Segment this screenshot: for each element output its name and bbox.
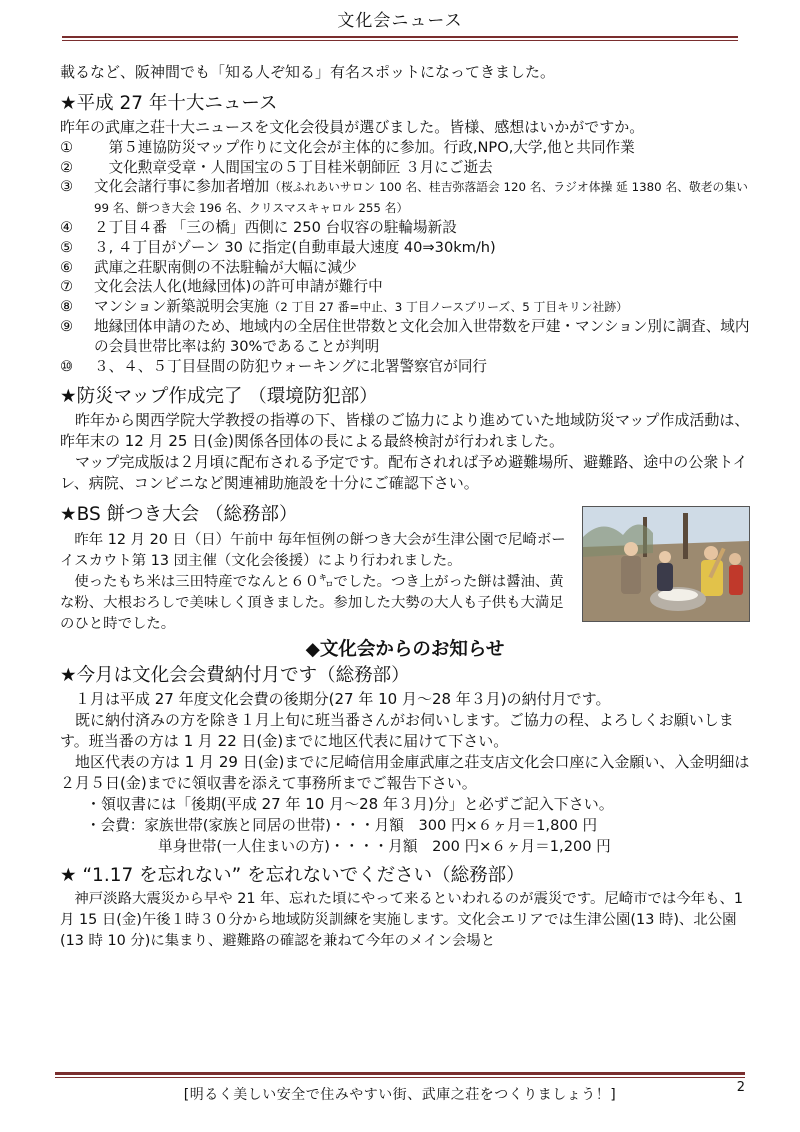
item-number: ② <box>60 158 74 176</box>
list-item <box>60 357 750 377</box>
fee-paragraph-2: 既に納付済みの方を除き１月上旬に班当番さんがお伺いします。ご協力の程、よろしくお願いします。班当番の方は 1 月 22 日(金)までに地区代表に届けて下さい。 <box>60 711 734 751</box>
item-number: ⑧ <box>60 297 74 315</box>
item-text: 文化会法人化(地縁団体)の許可申請が難行中 <box>94 278 383 296</box>
item-text: 武庫之荘駅南側の不法駐輪が大幅に減少 <box>94 258 357 276</box>
mochi-paragraph-2: 使ったもち米は三田特産でなんと６０㌔でした。つき上がった餅は醤油、黄な粉、大根おろしで美味しく頂きました。参加した大勢の大人も子供も大満足のひと時でした。 <box>60 574 564 633</box>
newsletter-title: 文化会ニュース <box>337 11 463 31</box>
item-text: 文化会諸行事に参加者増加 <box>94 178 270 196</box>
item-detail: （桜ふれあいサロン 100 名、桂吉弥落語会 120 名、ラジオ体操 延 1380 名、敬老の集い 99 名、餅つき大会 196 名、クリスマスキャロル 255 名） <box>94 180 748 215</box>
footer-rule <box>55 1072 745 1075</box>
bousai-heading: ★防災マップ作成完了 （環境防犯部） <box>60 386 378 408</box>
fee-paragraph-3: 地区代表の方は 1 月 29 日(金)までに尼崎信用金庫武庫之荘支店文化会口座に入金願い、入金明細は２月５日(金)までに領収書を添えて事務所までご報告下さい。 <box>60 753 750 793</box>
fee-family-text: ・会費：家族世帯(家族と同居の世帯)・・・月額 300 円×６ヶ月＝1,800 円 <box>86 817 598 835</box>
notice-heading: ◆文化会からのお知らせ <box>305 639 505 661</box>
jan17-paragraph: 神戸淡路大震災から早や 21 年、忘れた頃にやって来るといわれるのが震災です。尼崎市では今年も、1 月 15 日(金)午後１時３０分から地域防災訓練を実施します。文化会エリアでは生津公園(13 時)、北公園(13 時 10 分)に集まり、避難路の確認を兼ねて今年のメイン会場と <box>60 891 744 950</box>
page-header <box>62 10 738 41</box>
list-item <box>60 317 750 356</box>
page-number: 2 <box>736 1080 745 1095</box>
mochi-photo-art <box>583 507 749 621</box>
item-number: ⑩ <box>60 357 74 375</box>
mochi-heading: ★BS 餅つき大会 （総務部） <box>60 504 298 526</box>
fee-heading: ★今月は文化会会費納付月です（総務部） <box>60 665 410 687</box>
fee-family-row <box>60 815 750 836</box>
page-content <box>60 62 750 952</box>
intro-text: 載るなど、阪神間でも「知る人ぞ知る」有名スポットになってきました。 <box>60 63 556 81</box>
item-text: ３, ４丁目がゾーン 30 に指定(自動車最大速度 40⇒30km/h) <box>94 238 496 256</box>
item-text: ２丁目４番 「三の橋」西側に 250 台収容の駐輪場新設 <box>94 219 457 237</box>
mochi-paragraph-1: 昨年 12 月 20 日（日）午前中 毎年恒例の餅つき大会が生津公園で尼崎ボーイスカウト第 13 団主催（文化会後援）により行われました。 <box>60 532 566 570</box>
fee-single-row <box>60 836 750 857</box>
fee-paragraph-1: １月は平成 27 年度文化会費の後期分(27 年 10 月～28 年３月)の納付月です。 <box>75 690 611 709</box>
item-number: ① <box>60 139 74 156</box>
list-item <box>60 218 750 238</box>
top10-lead: 昨年の武庫之荘十大ニュースを文化会役員が選びました。皆様、感想はいかがですか。 <box>60 118 645 136</box>
item-number: ⑤ <box>60 238 74 256</box>
footer-rule-thin <box>55 1077 745 1078</box>
list-item <box>60 238 750 258</box>
bousai-paragraph-2: マップ完成版は２月頃に配布される予定です。配布されれば予め避難場所、避難路、途中の公衆トイレ、病院、コンビニなど関連補助施設を十分にご確認下さい。 <box>60 453 748 493</box>
footer-slogan: [明るく美しい安全で住みやすい街、武庫之荘をつくりましょう！] <box>183 1087 617 1103</box>
item-text: マンション新築説明会実施 <box>94 297 269 315</box>
top10-list <box>60 138 750 376</box>
item-text: 第５連協防災マップ作りに文化会が主体的に参加。行政,NPO,大学,他と共同作業 <box>94 139 635 156</box>
item-number: ③ <box>60 178 74 196</box>
header-rule <box>62 36 738 38</box>
bousai-paragraph-1: 昨年から関西学院大学教授の指導の下、皆様のご協力により進めていた地域防災マップ作成活動は、昨年末の 12 月 25 日(金)関係各団体の長による最終検討が行われました。 <box>60 411 750 451</box>
list-item <box>60 277 750 297</box>
list-item <box>60 297 750 318</box>
header-rule-thin <box>62 40 738 41</box>
item-text: ３、４、５丁目昼間の防犯ウォーキングに北署警察官が同行 <box>94 357 488 375</box>
page-footer <box>55 1072 745 1104</box>
jan17-heading: ★ “1.17 を忘れない” を忘れないでください（総務部） <box>60 865 525 887</box>
list-item <box>60 158 750 178</box>
list-item <box>60 177 750 218</box>
list-item <box>60 138 750 158</box>
item-detail: （2 丁目 27 番=中止、3 丁目ノースブリーズ、5 丁目キリン社跡） <box>268 299 628 314</box>
fee-receipt-note: ・領収書には「後期(平成 27 年 10 月～28 年３月)分」と必ずご記入下さい。 <box>86 795 614 814</box>
mochi-photo <box>582 506 750 622</box>
mochi-section <box>60 506 750 635</box>
top10-heading: ★平成 27 年十大ニュース <box>60 93 278 114</box>
item-text: 文化勲章受章・人間国宝の５丁目桂米朝師匠 ３月にご逝去 <box>94 158 493 176</box>
item-number: ⑨ <box>60 318 74 336</box>
list-item <box>60 258 750 278</box>
item-text: 地縁団体申請のため、地域内の全居住世帯数と文化会加入世帯数を戸建・マンション別に調査、域内の会員世帯比率は約 30%であることが判明 <box>94 318 750 355</box>
item-number: ⑥ <box>60 258 74 276</box>
item-number: ④ <box>60 219 74 237</box>
item-number: ⑦ <box>60 278 74 296</box>
fee-single-text: 単身世帯(一人住まいの方)・・・・月額 200 円×６ヶ月＝1,200 円 <box>158 838 611 856</box>
